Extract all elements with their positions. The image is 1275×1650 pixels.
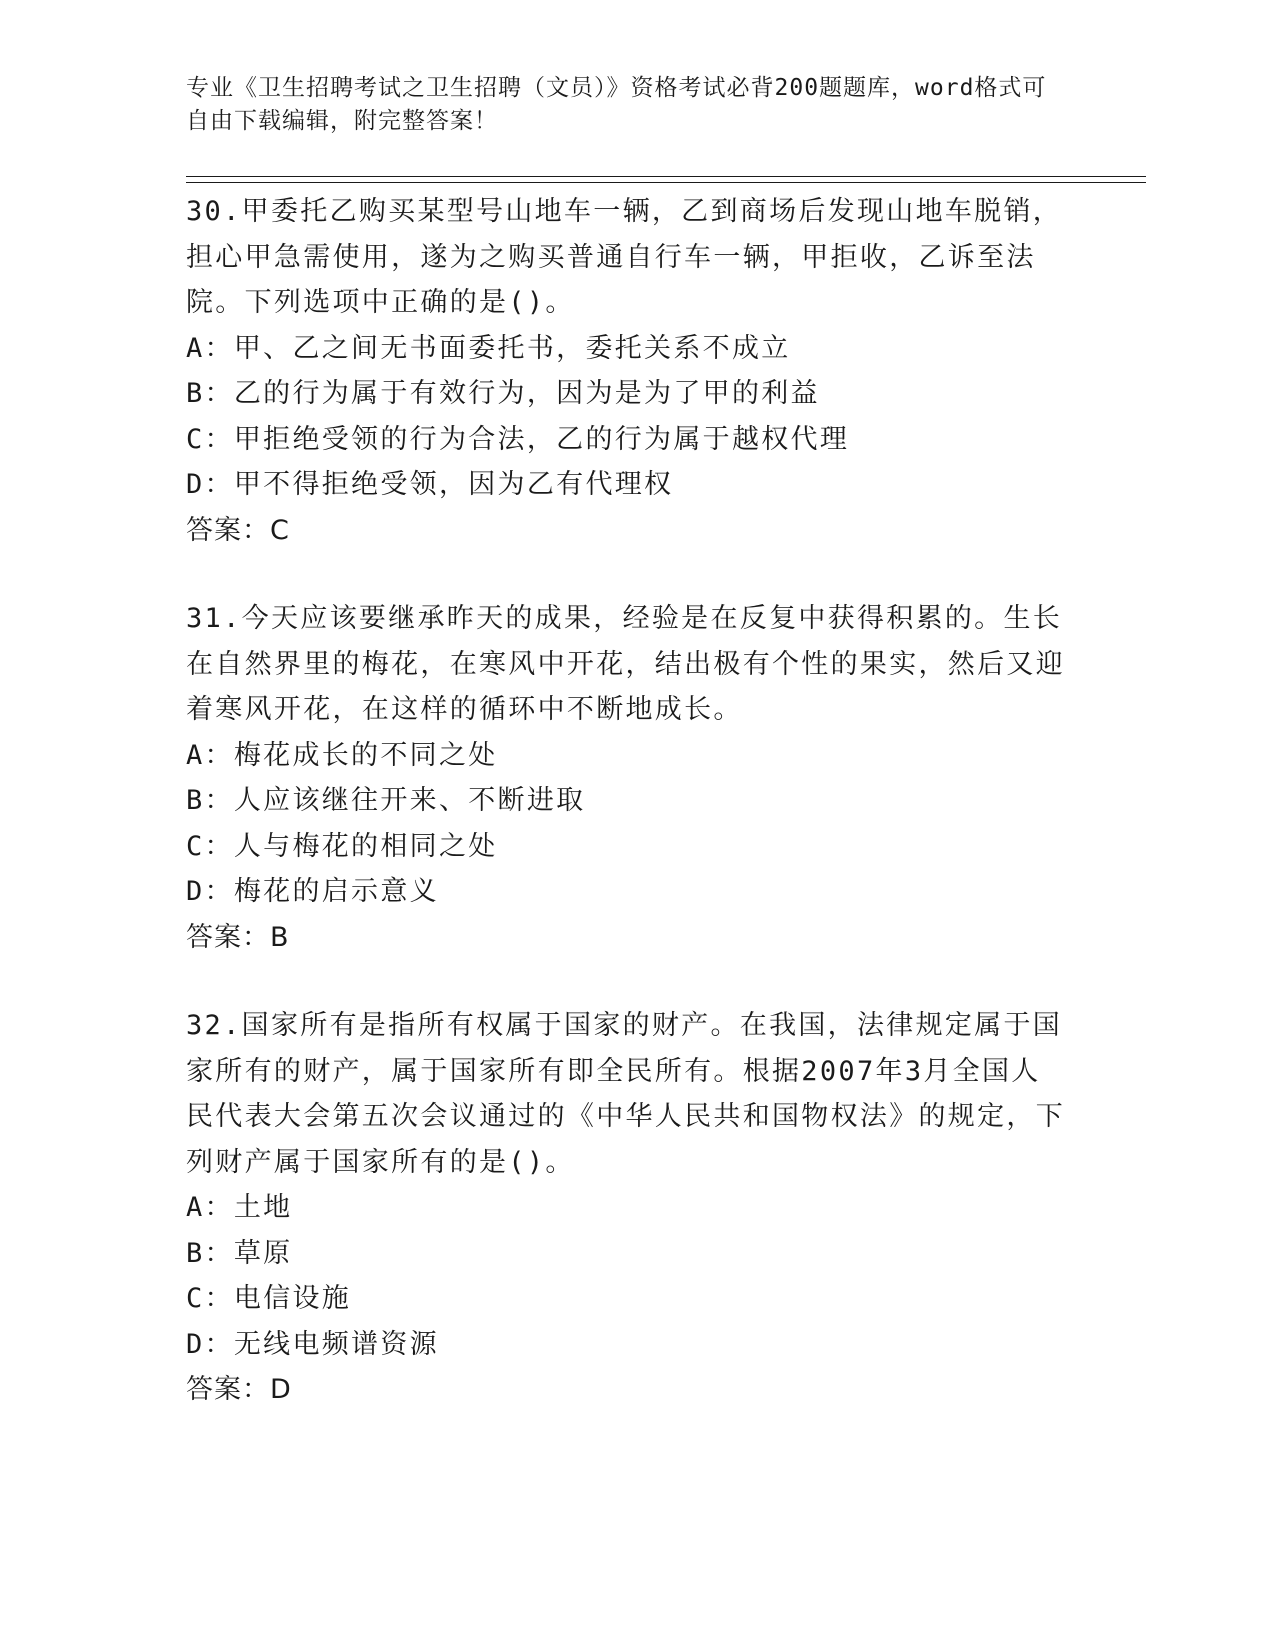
question-32 (186, 1003, 1066, 1413)
answer-line: 答案：C (186, 514, 290, 546)
answer-line: 答案：B (186, 921, 290, 953)
option-b: B：乙的行为属于有效行为，因为是为了甲的利益 (186, 378, 820, 409)
question-stem: 31.今天应该要继承昨天的成果，经验是在反复中获得积累的。生长在自然界里的梅花，在寒风中开花，结出极有个性的果实，然后又迎着寒风开花，在这样的循环中不断地成长。 (186, 603, 1065, 725)
option-b: B：人应该继往开来、不断进取 (186, 785, 586, 816)
option-c: C：甲拒绝受领的行为合法，乙的行为属于越权代理 (186, 423, 850, 455)
header-divider-top (186, 176, 1146, 177)
question-30 (186, 189, 1066, 553)
question-stem: 30.甲委托乙购买某型号山地车一辆，乙到商场后发现山地车脱销，担心甲急需使用，遂为之购买普通自行车一辆，甲拒收，乙诉至法院。下列选项中正确的是()。 (186, 196, 1063, 318)
option-d: D：梅花的启示意义 (186, 876, 439, 907)
option-a: A：梅花成长的不同之处 (186, 739, 498, 771)
document-header: 专业《卫生招聘考试之卫生招聘（文员）》资格考试必背200题题库，word格式可自由下载编辑，附完整答案！ (186, 75, 1047, 134)
option-a: A：甲、乙之间无书面委托书，委托关系不成立 (186, 332, 791, 364)
option-c: C：电信设施 (186, 1283, 352, 1314)
answer-line: 答案：D (186, 1374, 292, 1405)
question-stem: 32.国家所有是指所有权属于国家的财产。在我国，法律规定属于国家所有的财产，属于国家所有即全民所有。根据2007年3月全国人民代表大会第五次会议通过的《中华人民共和国物权法》的规定，下列财产属于国家所有的是()。 (186, 1010, 1065, 1178)
option-b: B：草原 (186, 1237, 293, 1269)
option-a: A：土地 (186, 1192, 293, 1223)
header-divider-bottom (186, 182, 1146, 183)
option-c: C：人与梅花的相同之处 (186, 830, 498, 862)
question-31 (186, 596, 1066, 960)
option-d: D：无线电频谱资源 (186, 1328, 439, 1360)
option-d: D：甲不得拒绝受领，因为乙有代理权 (186, 469, 674, 500)
